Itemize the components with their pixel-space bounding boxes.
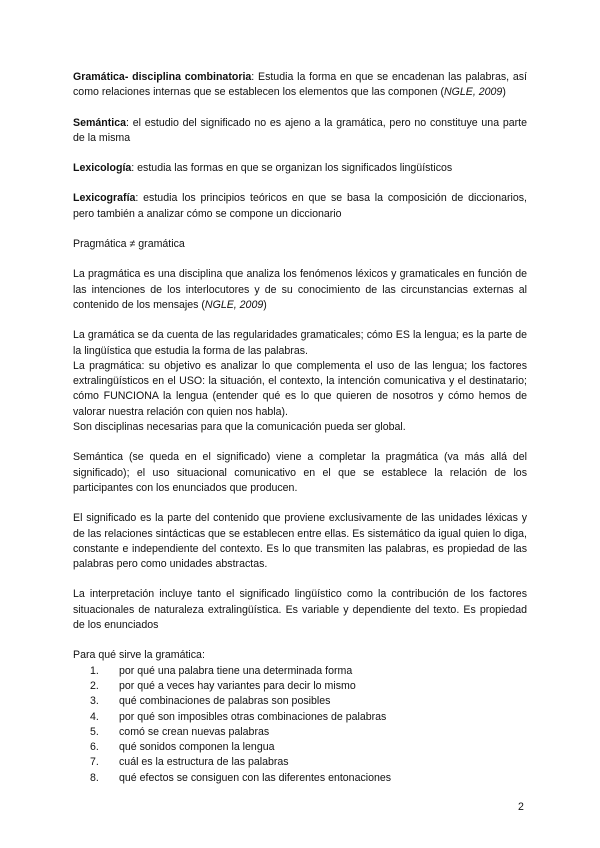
list-item bbox=[73, 740, 527, 755]
citation-close: ) bbox=[502, 86, 506, 99]
list-item-number: 7. bbox=[90, 756, 99, 769]
term-lexicografia: Lexicografía bbox=[73, 192, 136, 205]
paragraph-gramatica bbox=[73, 70, 527, 101]
paragraph-gramatica-lengua: La gramática se da cuenta de las regularidades gramaticales; cómo ES la lengua; es la parte de la lingüística que estudia la forma de las palabras. bbox=[73, 329, 527, 357]
page-content bbox=[73, 70, 527, 786]
paragraph-lexicografia bbox=[73, 191, 527, 222]
paragraph-lexicologia bbox=[73, 161, 527, 176]
heading-pragmatica: Pragmática ≠ gramática bbox=[73, 238, 185, 251]
list-item-text: comó se crean nuevas palabras bbox=[119, 725, 270, 738]
definition-semantica: : el estudio del significado no es ajeno a la gramática, pero no constituye una parte de la misma bbox=[73, 116, 527, 144]
definition-pragmatica: La pragmática es una disciplina que analiza los fenómenos léxicos y gramaticales en función de las intenciones de los interlocutores y de su conocimiento de las circunstancias externas al contenido de los mensajes ( bbox=[73, 268, 527, 311]
term-lexicologia: Lexicología bbox=[73, 162, 132, 175]
list-item bbox=[73, 710, 527, 725]
term-semantica: Semántica bbox=[73, 116, 126, 129]
definition-gramatica: : Estudia la forma en que se encadenan las palabras, así como relaciones internas que se establecen los elementos que las componen ( bbox=[73, 71, 527, 99]
citation-ngle: NGLE, 2009 bbox=[444, 86, 503, 99]
list-item-number: 1. bbox=[90, 664, 99, 677]
paragraph-semantica bbox=[73, 116, 527, 147]
paragraph-interpretacion: La interpretación incluye tanto el significado lingüístico como la contribución de los factores situacionales de naturaleza extralingüística. Es variable y dependiente del texto. Es propiedad de los enunciados bbox=[73, 588, 527, 632]
list-item-number: 5. bbox=[90, 725, 99, 738]
list-item-number: 4. bbox=[90, 710, 99, 723]
paragraph-significado: El significado es la parte del contenido que proviene exclusivamente de las unidades léxicas y de las relaciones sintácticas que se establecen entre ellas. Es sistemático da igual quien lo diga, constante e independiente del contexto. Es lo que transmiten las palabras, es propiedad de las palabras pero como unidades abstractas. bbox=[73, 512, 527, 571]
list-item bbox=[73, 679, 527, 694]
list-item bbox=[73, 725, 527, 740]
paragraph-semantica-queda: Semántica (se queda en el significado) viene a completar la pragmática (va más allá del significado); el uso situacional comunicativo en el que se establece la relación de los participantes con los enunciados que producen. bbox=[73, 451, 527, 494]
citation-close-2: ) bbox=[263, 298, 267, 311]
list-item bbox=[73, 664, 527, 679]
citation-ngle-2: NGLE, 2009 bbox=[204, 298, 264, 311]
list-item-text: qué combinaciones de palabras son posibles bbox=[119, 695, 331, 708]
list-item-text: cuál es la estructura de las palabras bbox=[119, 756, 289, 769]
list-item bbox=[73, 755, 527, 770]
grammar-purpose-list bbox=[73, 664, 527, 786]
definition-lexicologia: : estudia las formas en que se organizan los significados lingüísticos bbox=[131, 162, 453, 175]
paragraph-disciplinas: Son disciplinas necesarias para que la comunicación pueda ser global. bbox=[73, 421, 406, 434]
definition-lexicografia: : estudia los principios teóricos en que se basa la composición de diccionarios, pero también a analizar cómo se compone un diccionario bbox=[73, 192, 527, 220]
term-gramatica: Gramática- disciplina combinatoria bbox=[73, 71, 252, 83]
page-number: 2 bbox=[518, 801, 524, 813]
list-item-text: por qué una palabra tiene una determinada forma bbox=[119, 664, 353, 677]
list-item-text: por qué son imposibles otras combinaciones de palabras bbox=[119, 710, 387, 723]
list-item-number: 8. bbox=[90, 771, 99, 784]
paragraph-pragmatica-definition bbox=[73, 267, 527, 313]
list-item-text: qué efectos se consiguen con las diferentes entonaciones bbox=[119, 771, 392, 784]
list-item bbox=[73, 694, 527, 709]
list-item-text: qué sonidos componen la lengua bbox=[119, 741, 275, 754]
paragraph-pragmatica-uso: La pragmática: su objetivo es analizar lo que complementa el uso de las lengua; los factores extralingüísticos en el USO: la situación, el contexto, la intención comunicativa y el destinatario; cómo FUNCIONA la lengua (entender qué es lo que quieren de nosotros y cómo hemos de valorar nuestra relación con quien nos habla). bbox=[73, 359, 527, 418]
list-item-number: 6. bbox=[90, 741, 99, 754]
list-item-number: 3. bbox=[90, 695, 99, 708]
list-item-number: 2. bbox=[90, 679, 99, 692]
list-intro: Para qué sirve la gramática: bbox=[73, 649, 205, 662]
list-item-text: por qué a veces hay variantes para decir lo mismo bbox=[119, 679, 356, 692]
list-item bbox=[73, 771, 527, 786]
